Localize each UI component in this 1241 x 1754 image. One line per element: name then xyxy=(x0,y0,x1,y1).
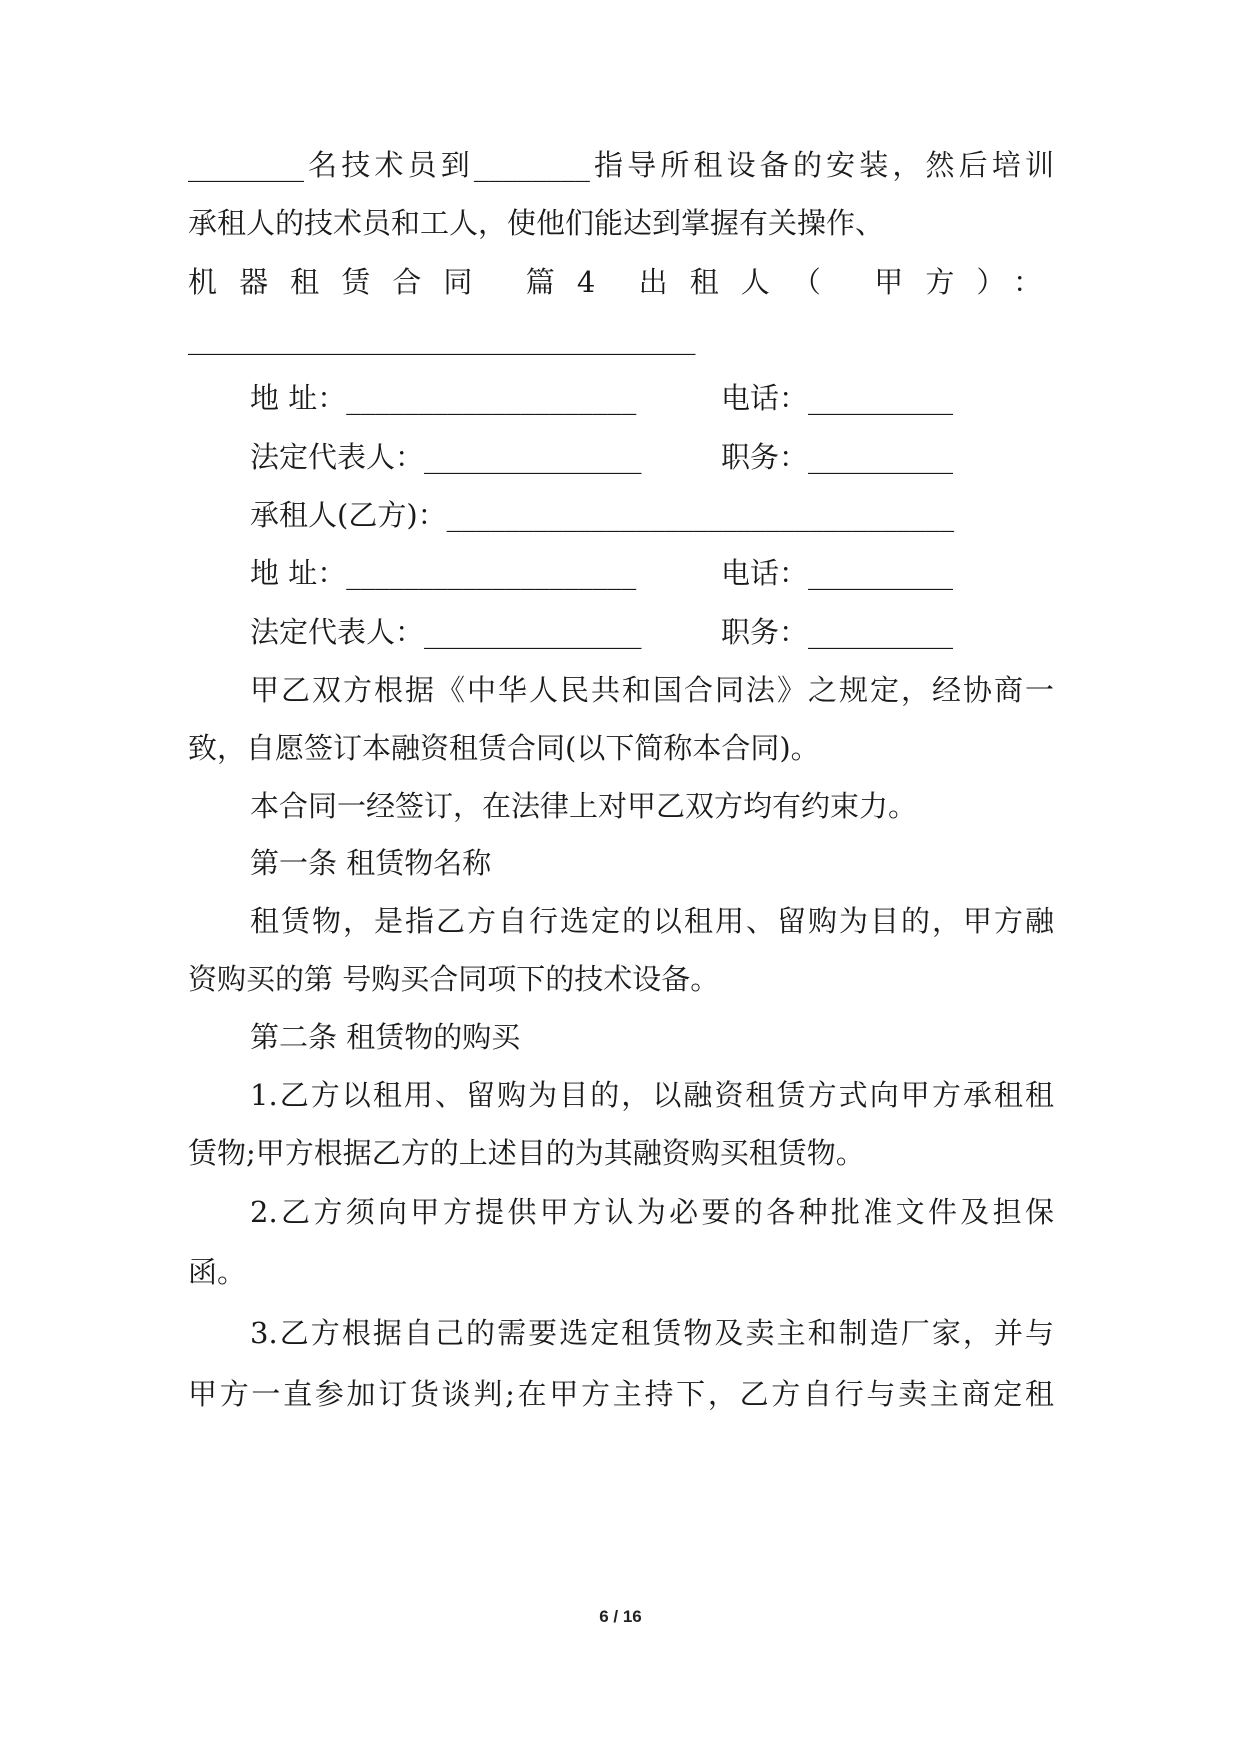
list-item-line: 函。 xyxy=(188,1255,247,1289)
lessee-field: 承租人(乙方)：___________________________________ xyxy=(250,498,955,532)
list-item-line: 赁物;甲方根据乙方的上述目的为其融资购买租赁物。 xyxy=(188,1136,865,1170)
section-heading: 机器租赁合同 篇4 出租人（ 甲方）： xyxy=(188,265,1054,299)
list-item-line: 2.乙方须向甲方提供甲方认为必要的各种批准文件及担保 xyxy=(250,1195,1054,1229)
lessor-title-field: 职务：__________ xyxy=(721,440,954,474)
list-item-line: 3.乙方根据自己的需要选定租赁物及卖主和制造厂家，并与 xyxy=(250,1316,1054,1350)
paragraph-line: 本合同一经签订，在法律上对甲乙双方均有约束力。 xyxy=(250,789,918,823)
lessee-phone-field: 电话：__________ xyxy=(721,556,954,590)
article-heading: 第二条 租赁物的购买 xyxy=(250,1020,521,1054)
text-line: ________名技术员到________指导所租设备的安装，然后培训 xyxy=(188,148,1054,182)
lessor-phone-field: 电话：__________ xyxy=(721,381,954,415)
list-item-line: 1.乙方以租用、留购为目的，以融资租赁方式向甲方承租租 xyxy=(250,1078,1054,1112)
page-number: 6 / 16 xyxy=(599,1607,642,1626)
paragraph-line: 资购买的第 号购买合同项下的技术设备。 xyxy=(188,962,720,996)
paragraph-line: 致，自愿签订本融资租赁合同(以下简称本合同)。 xyxy=(188,731,820,765)
text-line: 承租人的技术员和工人，使他们能达到掌握有关操作、 xyxy=(188,206,885,240)
lessor-address-field: 地 址：____________________ xyxy=(250,381,637,415)
lessee-representative-field: 法定代表人：_______________ xyxy=(250,615,642,649)
blank-underline: ___________________________________ xyxy=(188,321,696,355)
lessee-title-field: 职务：__________ xyxy=(721,615,954,649)
lessor-representative-field: 法定代表人：_______________ xyxy=(250,440,642,474)
lessee-address-field: 地 址：____________________ xyxy=(250,556,637,590)
article-heading: 第一条 租赁物名称 xyxy=(250,846,492,880)
paragraph-line: 租赁物，是指乙方自行选定的以租用、留购为目的，甲方融 xyxy=(250,904,1054,938)
list-item-line: 甲方一直参加订货谈判;在甲方主持下，乙方自行与卖主商定租 xyxy=(188,1377,1054,1411)
paragraph-line: 甲乙双方根据《中华人民共和国合同法》之规定，经协商一 xyxy=(250,673,1054,707)
